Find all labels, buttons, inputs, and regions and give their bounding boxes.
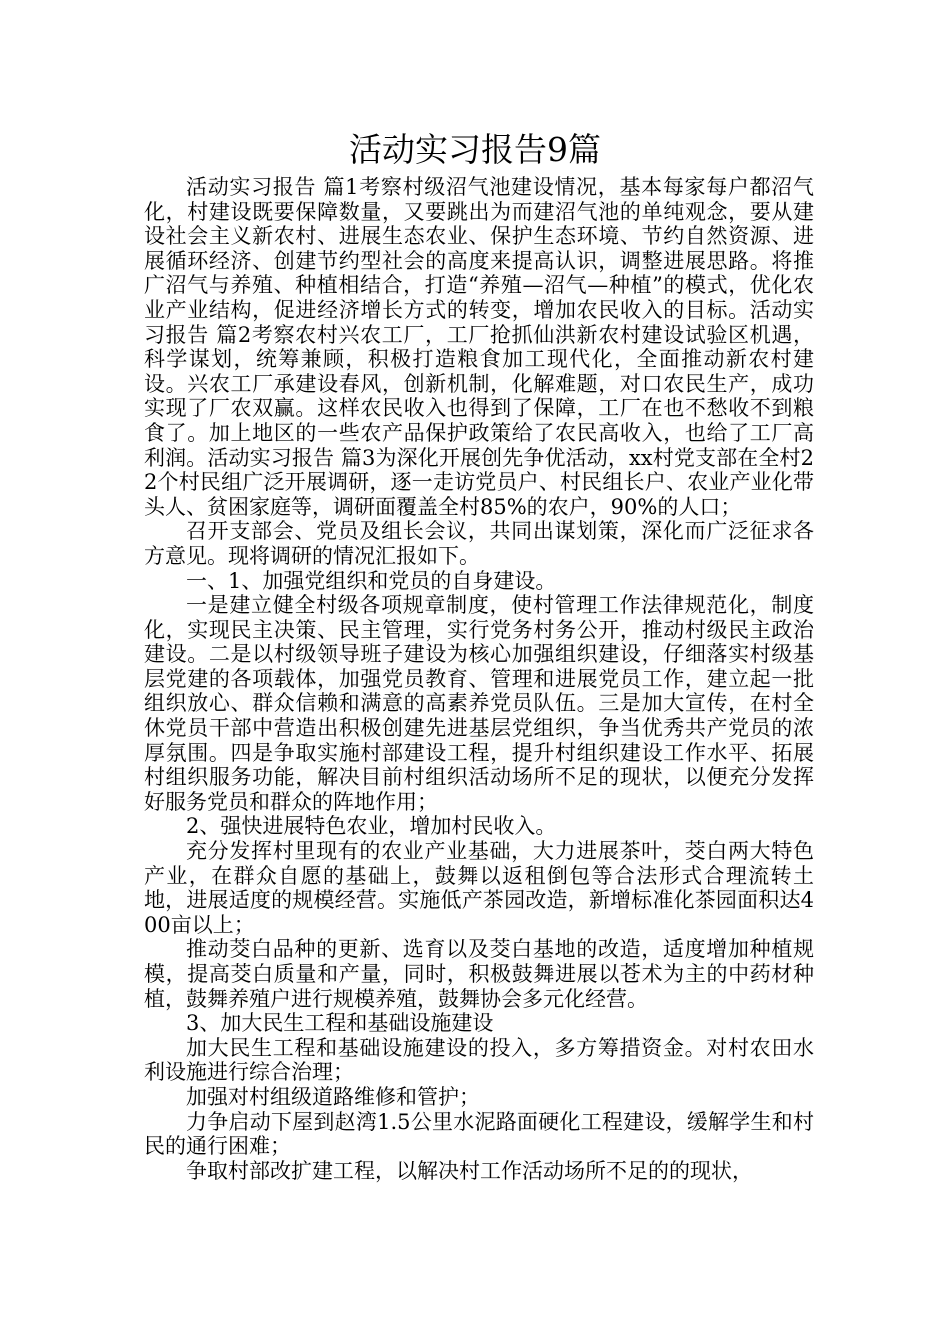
paragraph-1: 活动实习报告 篇1考察村级沼气池建设情况，基本每家每户都沼气化，村建设既要保障数量，又要跳出为而建沼气池的单纯观念，要从建设社会主义新农村、进展生态农业、保护生态环境、节约自然资源、进展循环经济、创建节约型社会的高度来提高认识，调整进展思路。将推广沼气与养殖、种植相结合，打造“养殖—沼气—种植”的模式，优化农业产业结构，促进经济增长方式的转变，增加农民收入的目标。活动实习报告 篇2考察农村兴农工厂，工厂抢抓仙洪新农村建设试验区机遇，科学谋划，统筹兼顾，积极打造粮食加工现代化，全面推动新农村建设。兴农工厂承建设春风，创新机制，化解难题，对口农民生产，成功实现了厂农双赢。这样农民收入也得到了保障，工厂在也不愁收不到粮食了。加上地区的一些农产品保护政策给了农民高收入，也给了工厂高利润。活动实习报告 篇3为深化开展创先争优活动，xx村党支部在全村22个村民组广泛开展调研，逐一走访党员户、村民组长户、农业产业化带头人、贫困家庭等，调研面覆盖全村85%的农户，90%的人口； [144, 175, 814, 519]
paragraph-5: 2、强快进展特色农业，增加村民收入。 [186, 814, 557, 839]
paragraph-2: 召开支部会、党员及组长会议，共同出谋划策，深化而广泛征求各方意见。现将调研的情况汇报如下。 [144, 519, 814, 568]
paragraph-4: 一是建立健全村级各项规章制度，使村管理工作法律规范化，制度化，实现民主决策、民主管理，实行党务村务公开，推动村级民主政治建设。二是以村级领导班子建设为核心加强组织建设，仔细落实村级基层党建的各项载体，加强党员教育、管理和进展党员工作，建立起一批组织放心、群众信赖和满意的高素养党员队伍。三是加大宣传，在村全休党员干部中营造出积极创建先进基层党组织，争当优秀共产党员的浓厚氛围。四是争取实施村部建设工程，提升村组织建设工作水平、拓展村组织服务功能，解决目前村组织活动场所不足的现状，以便充分发挥好服务党员和群众的阵地作用； [144, 593, 814, 814]
document-title: 活动实习报告9篇 [349, 130, 601, 169]
paragraph-3: 一、1、加强党组织和党员的自身建设。 [186, 568, 557, 593]
paragraph-9: 加大民生工程和基础设施建设的投入，多方筹措资金。对村农田水利设施进行综合治理； [144, 1035, 814, 1085]
paragraph-11: 力争启动下屋到赵湾1.5公里水泥路面硬化工程建设，缓解学生和村民的通行困难； [144, 1109, 814, 1159]
document-body [144, 175, 814, 1183]
paragraph-10: 加强对村组级道路维修和管护； [186, 1084, 480, 1109]
paragraph-7: 推动茭白品种的更新、选育以及茭白基地的改造，适度增加种植规模，提高茭白质量和产量，同时，积极鼓舞进展以苍术为主的中药材种植，鼓舞养殖户进行规模养殖，鼓舞协会多元化经营。 [144, 937, 814, 1011]
paragraph-8: 3、加大民生工程和基础设施建设 [186, 1011, 494, 1036]
paragraph-12: 争取村部改扩建工程，以解决村工作活动场所不足的的现状， [186, 1158, 753, 1183]
paragraph-6: 充分发挥村里现有的农业产业基础，大力进展茶叶，茭白两大特色产业，在群众自愿的基础上，鼓舞以返租倒包等合法形式合理流转土地，进展适度的规模经营。实施低产茶园改造，新增标准化茶园面积达400亩以上； [144, 839, 814, 937]
